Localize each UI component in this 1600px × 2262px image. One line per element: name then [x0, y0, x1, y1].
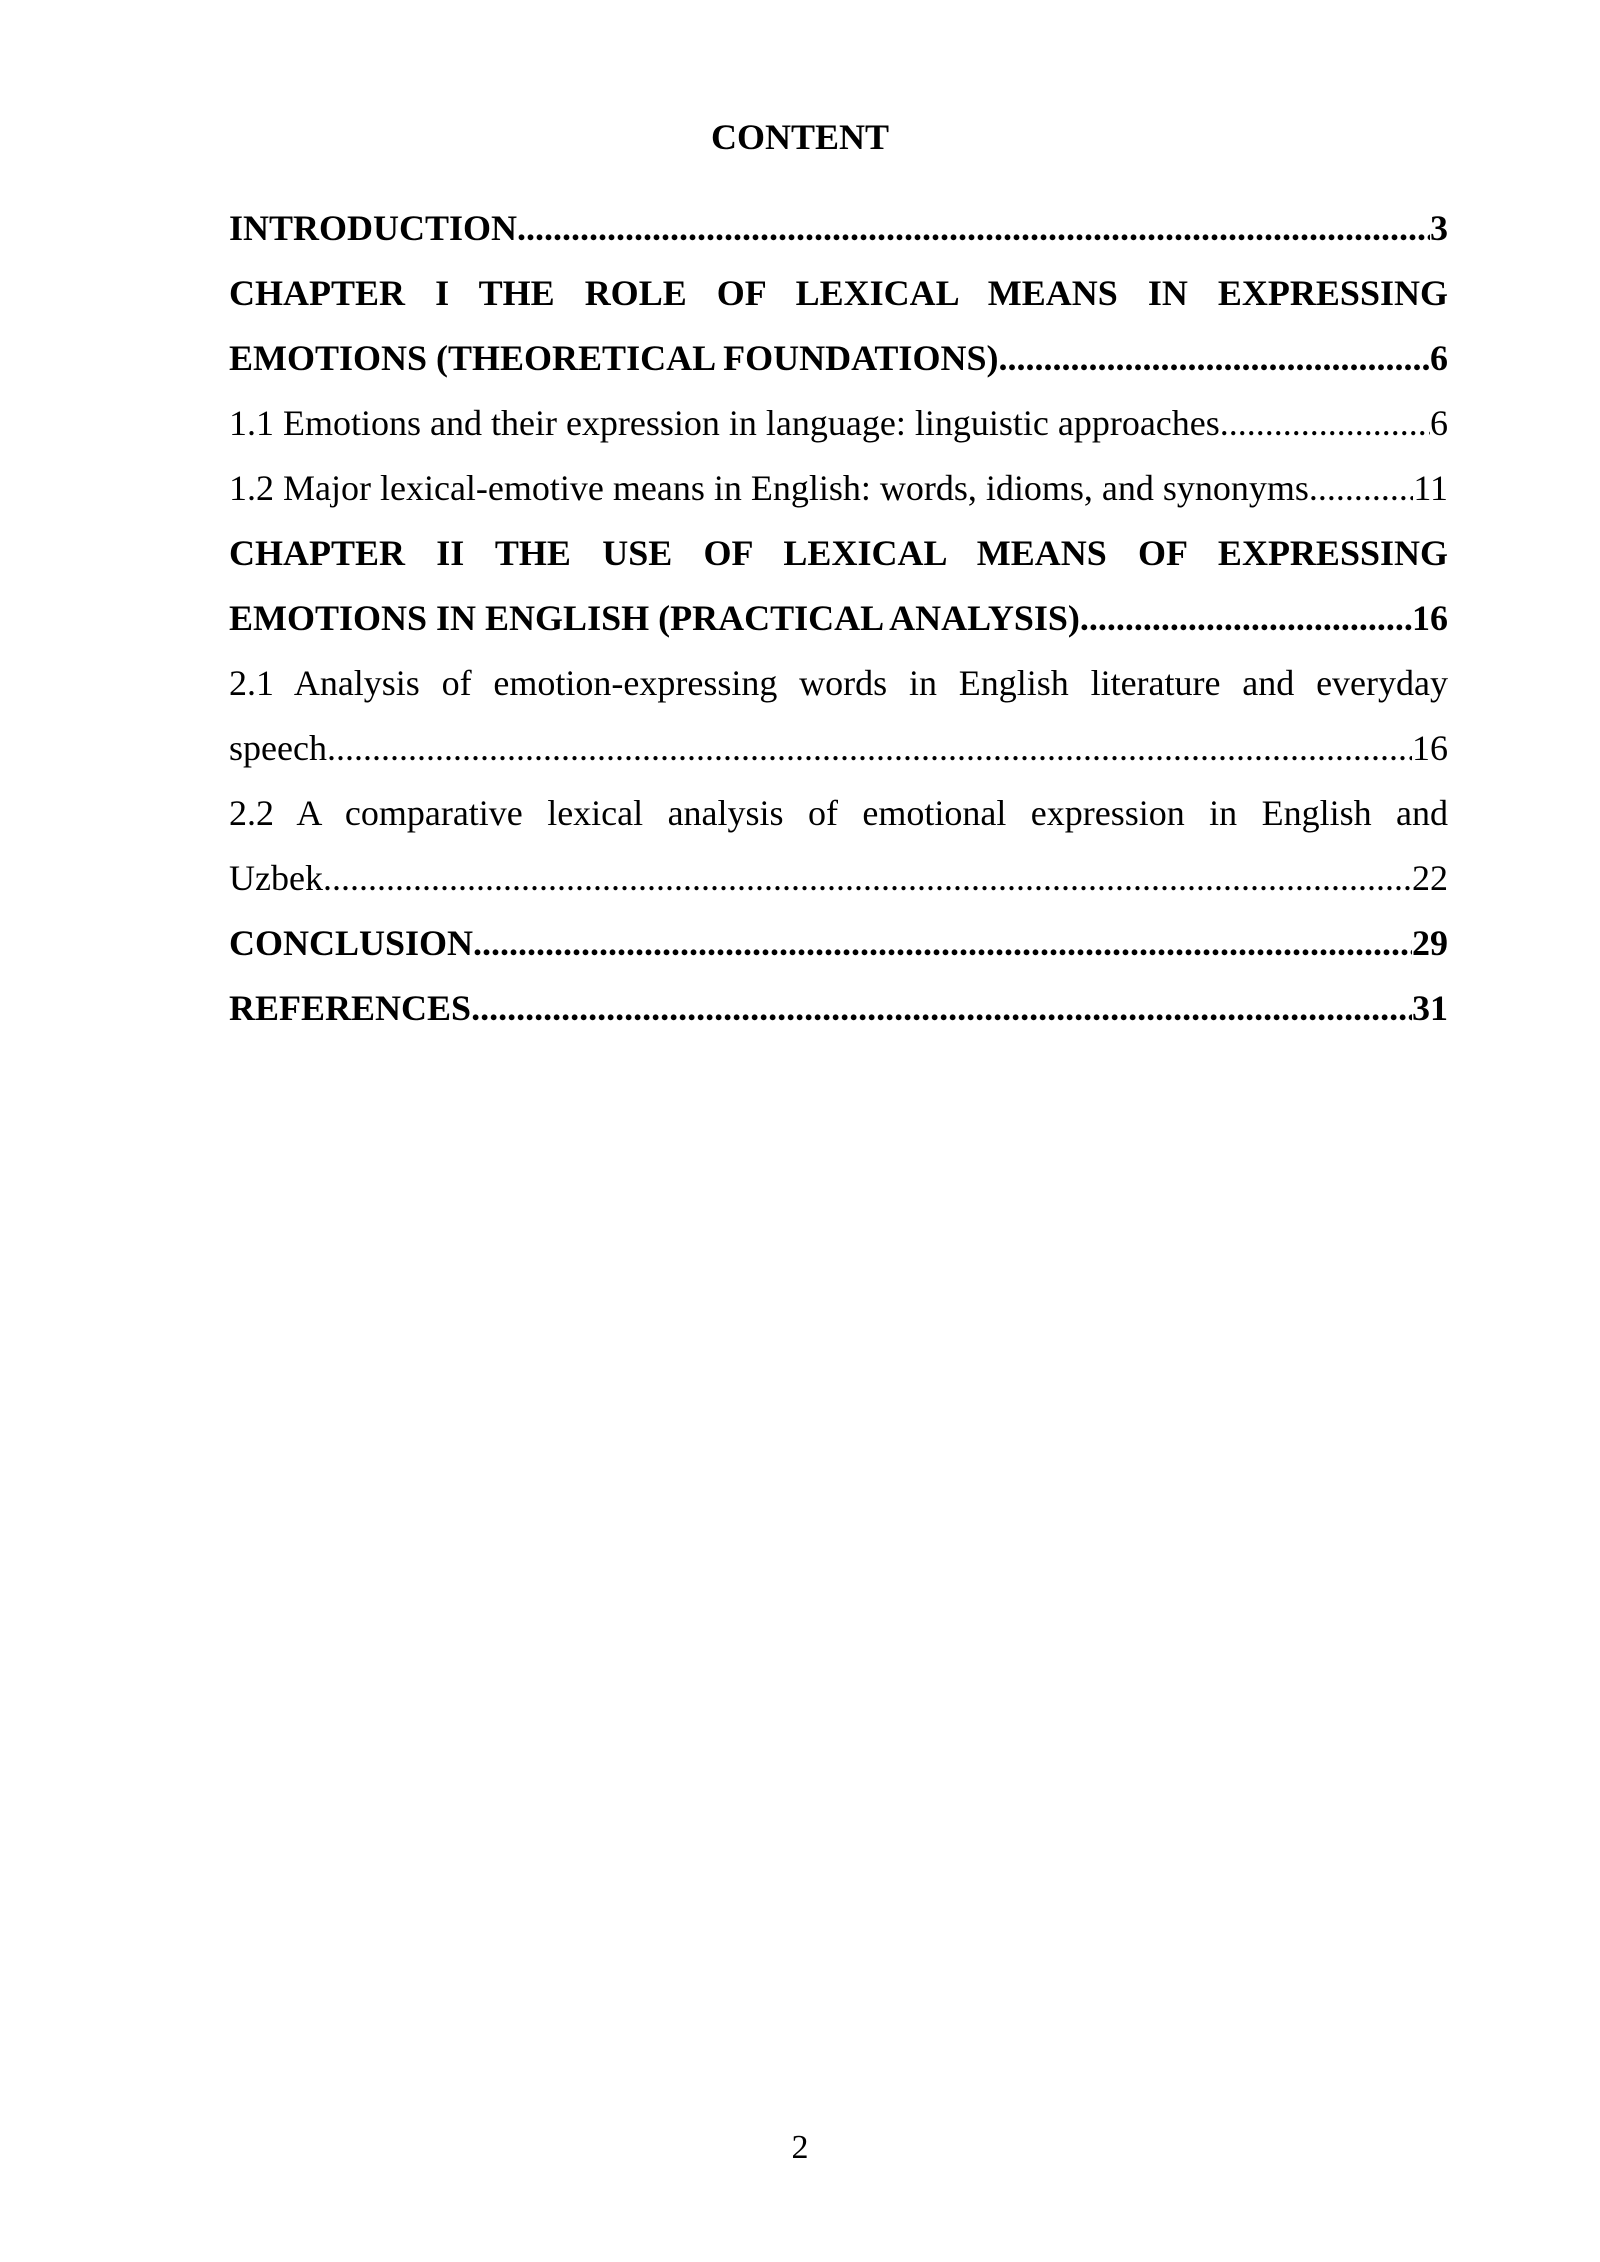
toc-entry-chapter-1-line-1: CHAPTER I THE ROLE OF LEXICAL MEANS IN EXPRESSING: [229, 273, 1448, 313]
toc-entry-page: 3: [1430, 208, 1448, 248]
toc-entry-page: 22: [1412, 858, 1448, 898]
dot-leader: [1220, 391, 1430, 456]
toc-entry-text: INTRODUCTION: [229, 208, 518, 248]
toc-entry-chapter-2: [229, 586, 1448, 651]
toc-entry-section-1-1: [229, 391, 1448, 456]
dot-leader: [471, 976, 1412, 1041]
toc-entry-page: 29: [1412, 923, 1448, 963]
toc-entry-text: speech: [229, 728, 327, 768]
toc-entry-text: EMOTIONS (THEORETICAL FOUNDATIONS): [229, 338, 999, 378]
toc-entry-section-2-1: [229, 716, 1448, 781]
toc-entry-page: 6: [1430, 403, 1448, 443]
toc-entry-chapter-1: [229, 326, 1448, 391]
toc-entry-conclusion: [229, 911, 1448, 976]
toc-entry-page: 11: [1413, 468, 1448, 508]
toc-entry-text: Uzbek: [229, 858, 323, 898]
toc-entry-text: 1.1 Emotions and their expression in language: linguistic approaches: [229, 403, 1220, 443]
toc-entry-page: 16: [1412, 598, 1448, 638]
toc-entry-section-1-2: [229, 456, 1448, 521]
toc-entry-text: EMOTIONS IN ENGLISH (PRACTICAL ANALYSIS): [229, 598, 1080, 638]
toc-entry-references: [229, 976, 1448, 1041]
toc-entry-section-2-2-line-1: 2.2 A comparative lexical analysis of emotional expression in English and: [229, 793, 1448, 833]
dot-leader: [1080, 586, 1412, 651]
toc-entry-section-2-1-line-1: 2.1 Analysis of emotion-expressing words in English literature and everyday: [229, 663, 1448, 703]
toc-entry-text: CONCLUSION: [229, 923, 474, 963]
toc-entry-section-2-2: [229, 846, 1448, 911]
dot-leader: [998, 326, 1430, 391]
toc-entry-page: 6: [1430, 338, 1448, 378]
toc-entry-introduction: [229, 196, 1448, 261]
toc-entry-text: REFERENCES: [229, 988, 472, 1028]
page-title: CONTENT: [710, 117, 890, 157]
page-number: 2: [791, 2129, 809, 2166]
table-of-contents: [229, 196, 1448, 1041]
dot-leader: [473, 911, 1412, 976]
dot-leader: [327, 716, 1412, 781]
dot-leader: [517, 196, 1430, 261]
dot-leader: [1309, 456, 1413, 521]
toc-entry-page: 31: [1412, 988, 1448, 1028]
toc-entry-page: 16: [1412, 728, 1448, 768]
toc-entry-text: 1.2 Major lexical-emotive means in English: words, idioms, and synonyms: [229, 468, 1309, 508]
toc-entry-chapter-2-line-1: CHAPTER II THE USE OF LEXICAL MEANS OF EXPRESSING: [229, 533, 1448, 573]
dot-leader: [323, 846, 1412, 911]
